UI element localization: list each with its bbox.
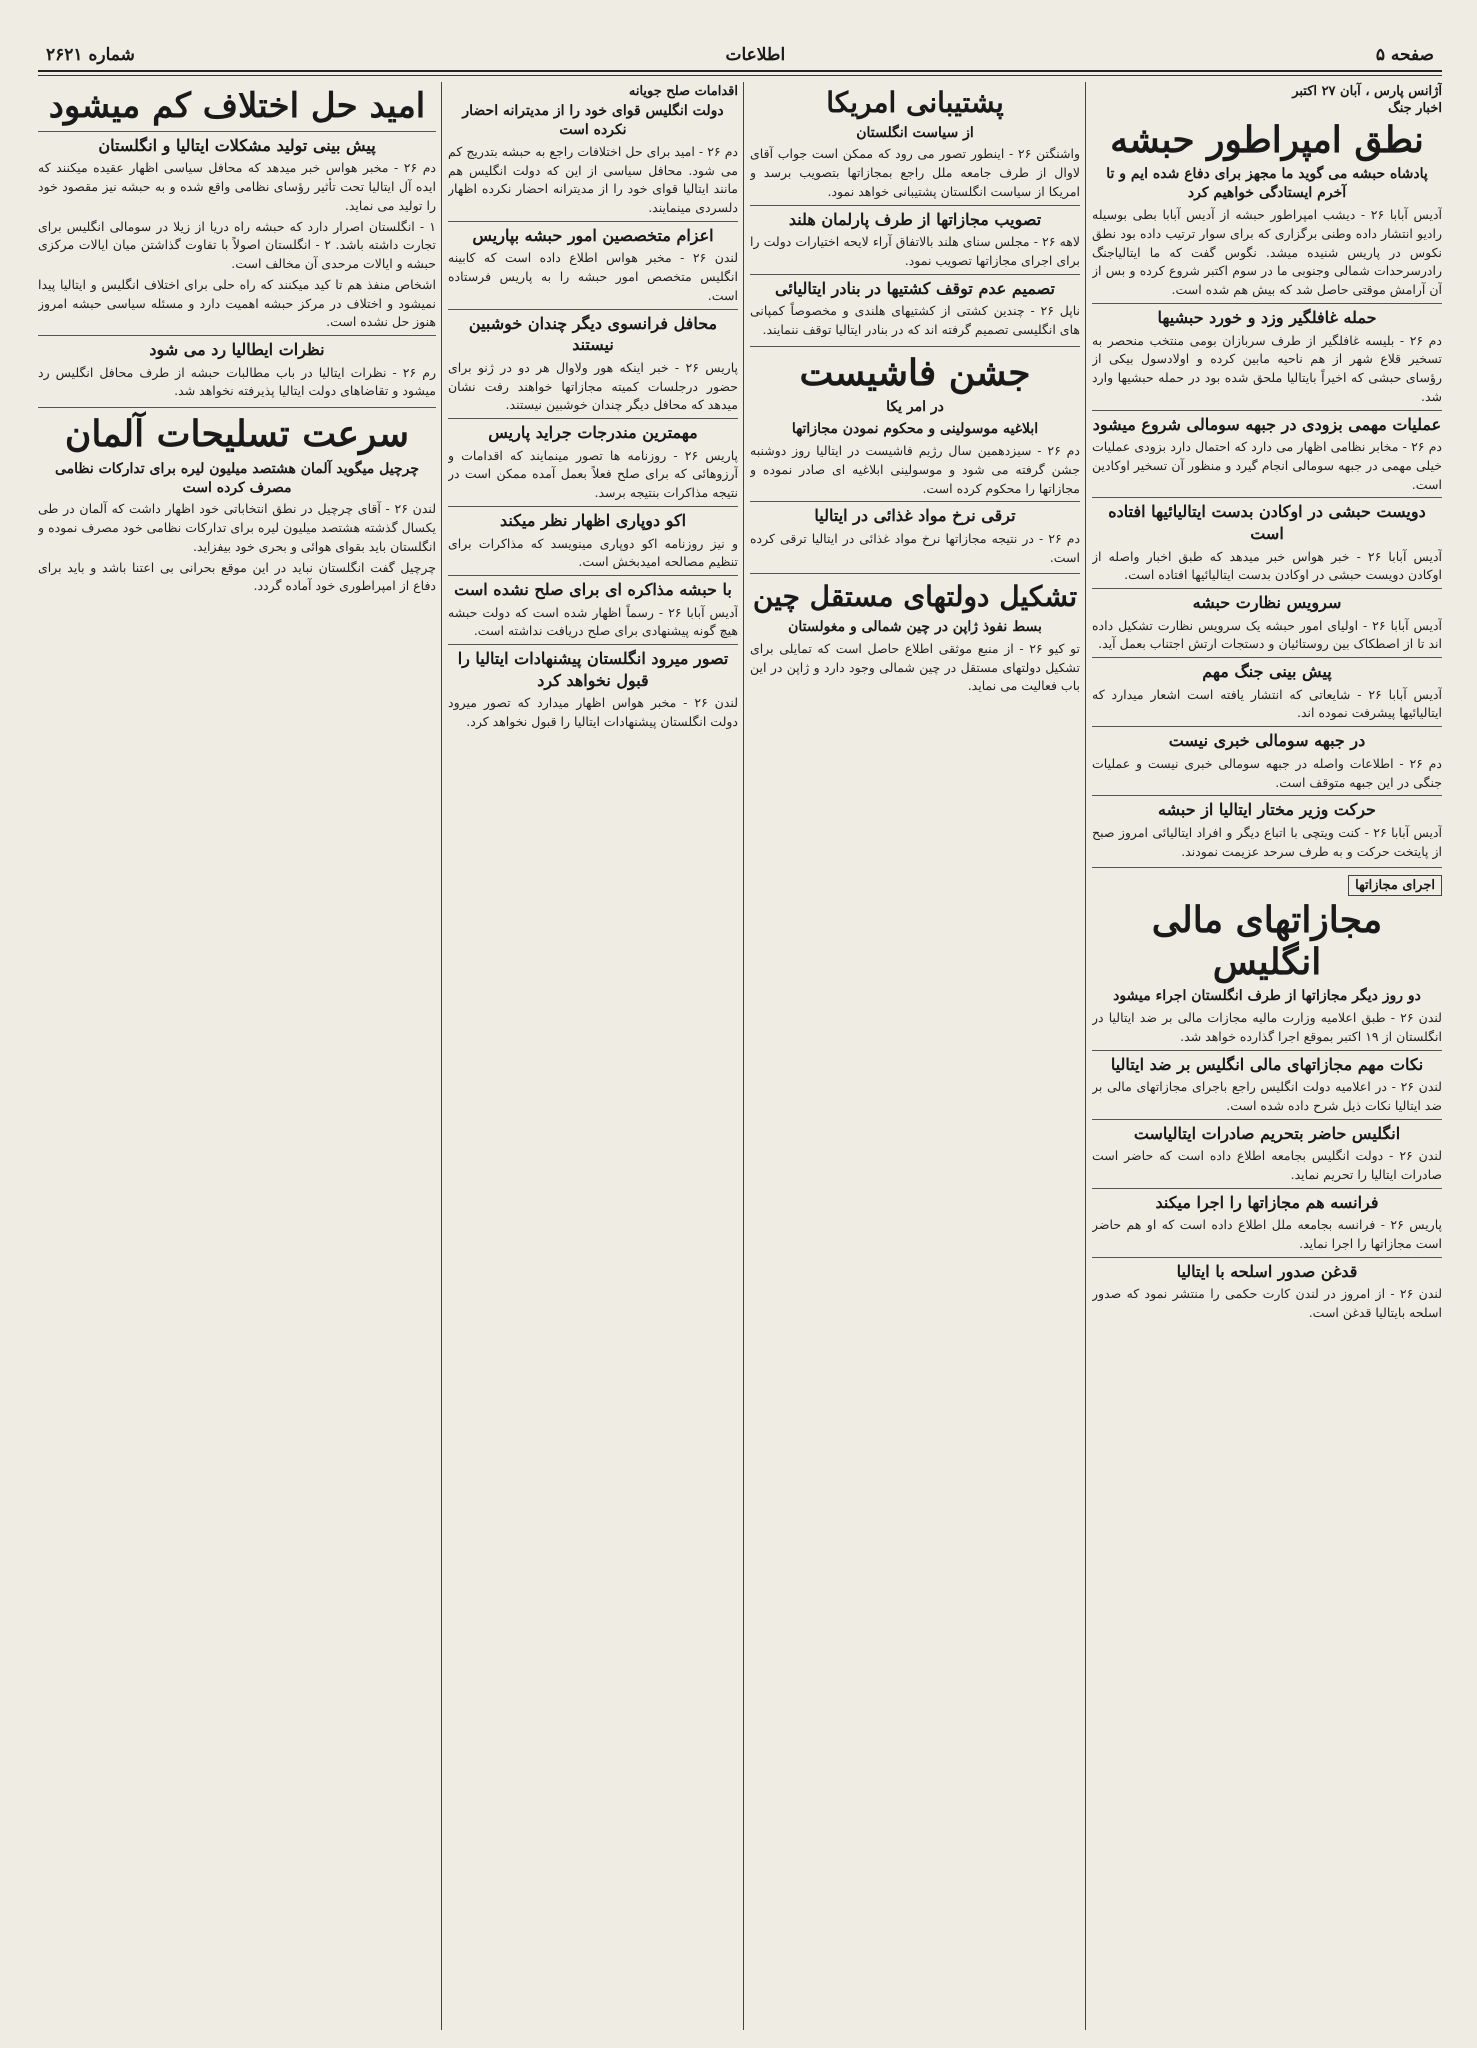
article-body: لاهه ۲۶ - مجلس سنای هلند بالاتفاق آراء لایحه اختیارات دولت را برای اجرای مجازاتها تصویب نمود. xyxy=(750,234,1080,269)
article-body: آدیس آبابا ۲۶ - رسماً اظهار شده است که دولت حبشه هیچ گونه پیشنهادی برای صلح دریافت نداشته است. xyxy=(448,604,738,639)
page-label: صفحه ۵ xyxy=(1375,45,1434,65)
divider xyxy=(1092,867,1442,868)
article-body: دم ۲۶ - امید برای حل اختلافات راجع به حبشه بتدریج کم می شود. محافل سیاسی از این که دولت انگلیس هم مانند ایتالیا قوای خود را از مدیترانه احضار نکرده اظهار دلسردی مینمایند. xyxy=(448,143,738,216)
article-headline: تصمیم عدم توقف کشتیها در بنادر ایتالیائی xyxy=(750,274,1080,300)
article-headline: نظرات ایطالیا رد می شود xyxy=(38,335,436,361)
column-rule xyxy=(743,82,744,2030)
article-body: دم ۲۶ - در نتیجه مجازاتها نرخ مواد غذائی در ایتالیا ترقی کرده است. xyxy=(750,530,1080,565)
dateline: آژانس پارس ، آبان ۲۷ اکتبر xyxy=(1292,84,1442,99)
paper-name: اطلاعات xyxy=(725,45,786,65)
article-body: دم ۲۶ - مخبر هواس خبر میدهد که محافل سیاسی اظهار عقیده میکنند که ایده آل ایتالیا تحت تأثیر رؤسای نظامی واقع شده و به حبشه نیز مقصود خود را تولید می نماید. xyxy=(38,160,436,213)
masthead-rule xyxy=(38,75,1442,76)
column-3 xyxy=(448,82,738,2030)
headline-china-states: تشکیل دولتهای مستقل چین xyxy=(752,580,1078,614)
article-body: آدیس آبابا ۲۶ - شایعاتی که انتشار یافته است اشعار میدارد که ایتالیائیها پیشرفت نموده اند. xyxy=(1092,686,1442,721)
headline-fascist-celebration: جشن فاشیست xyxy=(799,351,1031,394)
article-body: لندن ۲۶ - مخبر هواس اظهار میدارد که تصور میرود دولت انگلستان پیشنهادات ایتالیا را قبول نخواهد کرد. xyxy=(448,695,738,730)
subhead-america-support: از سیاست انگلستان xyxy=(856,124,974,141)
headline-america-support: پشتیبانی امریکا xyxy=(826,86,1004,119)
headline-emperor-speech: نطق امپراطور حبشه xyxy=(1110,119,1424,161)
article-headline: تصویب مجازاتها از طرف پارلمان هلند xyxy=(750,205,1080,231)
section-kicker-sanctions: اجرای مجازاتها xyxy=(1348,875,1442,896)
article-body: آدیس آبابا ۲۶ - اولیای امور حبشه یک سرویس نظارت تشکیل داده اند تا از اصطکاک بین روستائیان و دستجات ارتش اجتناب بعمل آید. xyxy=(1092,617,1442,652)
article-body: پاریس ۲۶ - روزنامه ها تصور مینمایند که اقدامات و آرزوهائی که برای صلح فعلاً بعمل آمده ممکن است در نتیجه مذاکرات بنتیجه برسد. xyxy=(448,447,738,501)
article-body: لندن ۲۶ - طبق اعلامیه وزارت مالیه مجازات مالی بر ضد ایتالیا در انگلستان از ۱۹ اکتبر بموقع اجرا گذارده خواهد شد. xyxy=(1092,1010,1442,1044)
article-body: دم ۲۶ - اطلاعات واصله در جبهه سومالی خبری نیست و عملیات جنگی در این جبهه متوقف است. xyxy=(1092,755,1442,790)
subhead-german-armament: چرچیل میگوید آلمان هشتصد میلیون لیره برای تدارکات نظامی مصرف کرده است xyxy=(54,460,420,496)
subhead-sanctions: دو روز دیگر مجازاتها از طرف انگلستان اجراء میشود xyxy=(1113,988,1421,1005)
column-2 xyxy=(750,82,1080,2030)
article-body: آدیس آبابا ۲۶ - کنت ویتچی با اتباع دیگر و افراد ایتالیائی امروز صبح از پایتخت حرکت و به طرف سرحد عزیمت نمودند. xyxy=(1092,824,1442,859)
article-body: دم ۲۶ - سیزدهمین سال رژیم فاشیست در ایتالیا روز دوشنبه جشن گرفته می شود و موسولینی ابلاغیه ای صادر نموده و مجازاتها را محکوم کرده است. xyxy=(750,443,1080,496)
article-headline: حمله غافلگیر وزد و خورد حبشیها xyxy=(1092,303,1442,329)
article-headline: پیش بینی جنگ مهم xyxy=(1092,657,1442,683)
article-body: ناپل ۲۶ - چندین کشتی از کشتیهای هلندی و مخصوصاً کمپانی های انگلیسی تصمیم گرفته اند که در بنادر ایتالیا توقف ننمایند. xyxy=(750,303,1080,338)
article-headline: در جبهه سومالی خبری نیست xyxy=(1092,726,1442,752)
subhead-china: بسط نفوذ ژاپن در چین شمالی و مغولستان xyxy=(788,619,1042,636)
article-headline: قدغن صدور اسلحه با ایتالیا xyxy=(1092,1257,1442,1283)
subhead-britain-fleet: دولت انگلیس قوای خود را از مدیترانه احضار نکرده است xyxy=(462,103,724,138)
article-headline: دویست حبشی در اوکادن بدست ایتالیائیها افتاده است xyxy=(1092,497,1442,544)
issue-number: شماره ۲۶۲۱ xyxy=(46,45,135,65)
article-headline: با حبشه مذاکره ای برای صلح نشده است xyxy=(448,575,738,601)
article-headline: انگلیس حاضر بتحریم صادرات ایتالیاست xyxy=(1092,1119,1442,1145)
divider xyxy=(750,573,1080,574)
newspaper-page xyxy=(38,40,1442,2030)
article-headline: محافل فرانسوی دیگر چندان خوشبین نیستند xyxy=(448,309,738,356)
divider xyxy=(38,407,436,408)
article-body: ۱ - انگلستان اصرار دارد که حبشه راه دریا از زیلا در سومالی انگلیس برای تجارت داشته باشد. ۲ - انگلستان اصولاً با تفاوت گذاشتن میان ایالات مرکزی حبشه و ایالات مرحدی آن مخالف است. xyxy=(38,218,436,272)
article-body: پاریس ۲۶ - خبر اینکه هور ولاوال هر دو در ژنو برای حضور درجلسات کمیته مجازاتها خواهند رفت نشان میدهد که محافل دیگر چندان خوشبین نیستند. xyxy=(448,359,738,413)
divider xyxy=(750,346,1080,347)
section-kicker: اخبار جنگ xyxy=(1388,101,1442,116)
article-body: لندن ۲۶ - در اعلامیه دولت انگلیس راجع باجرای مجازاتهای مالی بر ضد ایتالیا نکات ذیل شرح داده شده است. xyxy=(1092,1079,1442,1113)
article-headline: مهمترین مندرجات جراید پاریس xyxy=(448,418,738,444)
column-1 xyxy=(1092,82,1442,2030)
article-body: پاریس ۲۶ - فرانسه بجامعه ملل اطلاع داده است که او هم حاضر است مجازاتها را اجرا نماید. xyxy=(1092,1217,1442,1252)
article-headline: تصور میرود انگلستان پیشنهادات ایتالیا را قبول نخواهد کرد xyxy=(448,644,738,691)
article-body: لندن ۲۶ - مخبر هواس اطلاع داده است که کابینه انگلیس متخصص امور حبشه را به پاریس فرستاده است. xyxy=(448,250,738,303)
article-headline: فرانسه هم مجازاتها را اجرا میکند xyxy=(1092,1188,1442,1214)
article-body: لندن ۲۶ - دولت انگلیس بجامعه اطلاع داده است که حاضر است صادرات ایتالیا را تحریم نماید. xyxy=(1092,1148,1442,1183)
article-body: رم ۲۶ - نظرات ایتالیا در باب مطالبات حبشه از طرف محافل انگلیس رد میشود و تقاضاهای دولت ایتالیا پذیرفته نخواهد شد. xyxy=(38,364,436,399)
article-headline: عملیات مهمی بزودی در جبهه سومالی شروع میشود xyxy=(1092,410,1442,436)
subhead-fascism-2: ابلاغیه موسولینی و محکوم نمودن مجازاتها xyxy=(791,421,1039,438)
article-headline: نکات مهم مجازاتهای مالی انگلیس بر ضد ایتالیا xyxy=(1092,1050,1442,1076)
article-body: آدیس آبابا ۲۶ - دیشب امپراطور حبشه از آدیس آبابا بطی بوسیله رادیو انتشار داده وطنی برگزاری که برای سوار ترتیب داده بود نطق نکوس در پاریس شنیده میشد. نگوس گفت که ما ایتالیاجنگ رادرسرحدات شمالی وجنوبی ما در سوم اکتبر شروع کرده و بس از آن آرامش موقتی حاصل شد که بیش هم شده است. xyxy=(1092,207,1442,298)
article-body: تو کیو ۲۶ - از منبع موثقی اطلاع حاصل است که تمایلی برای تشکیل دولتهای مستقل در چین شمالی وجود دارد و ژاپن در این باب فعالیت می نماید. xyxy=(750,640,1080,694)
article-headline: اکو دوپاری اظهار نظر میکند xyxy=(448,506,738,532)
article-body: لندن ۲۶ - از امروز در لندن کارت حکمی را منتشر نمود که صدور اسلحه بایتالیا قدغن است. xyxy=(1092,1286,1442,1321)
headline-sanctions: مجازاتهای مالی انگلیس xyxy=(1151,899,1383,983)
article-headline: حرکت وزیر مختار ایتالیا از حبشه xyxy=(1092,795,1442,821)
subhead-emperor-speech: پادشاه حبشه می گوید ما مجهز برای دفاع شده ایم و تا آخرم ایستادگی خواهیم کرد xyxy=(1106,166,1428,202)
article-body: لندن ۲۶ - آقای چرچیل در نطق انتخاباتی خود اظهار داشت که آلمان در طی یکسال گذشته هشتصد میلیون لیره برای تدارکات نظامی خود مصرف نموده و انگلستان باید بقوای هوائی و بحری خود بیفزاید. xyxy=(38,501,436,554)
article-headline: اعزام متخصصین امور حبشه بپاریس xyxy=(448,221,738,247)
subhead-fascism: در امر یکا xyxy=(886,399,944,416)
article-body: اشخاص منفذ هم تا کید میکنند که راه حلی برای اختلاف انگلیس و ایتالیا پیدا نمیشود و اختلاف در مرکز حبشه اهمیت دارد و مسئله سیاسی حبشه امروز هنوز حل نشده است. xyxy=(38,276,436,330)
article-headline: سرویس نظارت حبشه xyxy=(1092,588,1442,614)
column-rule xyxy=(1085,82,1086,2030)
article-headline: ترقی نرخ مواد غذائی در ایتالیا xyxy=(750,501,1080,527)
headline-german-armament: سرعت تسلیحات آلمان xyxy=(64,413,410,456)
article-body: آدیس آبابا ۲۶ - خبر هواس خبر میدهد که طبق اخبار واصله از اوکادن دویست حبشی در اوکادن بدست ایتالیائیها افتاده است. xyxy=(1092,548,1442,583)
headline-hope-diminishes: امید حل اختلاف کم میشود xyxy=(48,86,426,126)
article-body: چرچیل گفت انگلستان نباید در این موقع بحرانی بی اعتنا باشد و باید برای دفاع از امپراطوری خود آماده گردد. xyxy=(38,559,436,594)
article-body: دم ۲۶ - بلیسه غافلگیر از طرف سربازان بومی منتخب منحصر به تسخیر قلاع شهر از هم ناحیه مابین کرده و اولادسول بیکی از رؤسای حبشی که اخیراً بایتالیا ملحق شده بود در حمله حبشیها وارد شد. xyxy=(1092,332,1442,404)
column-4 xyxy=(38,82,436,2030)
column-rule xyxy=(441,82,442,2030)
article-headline: پیش بینی تولید مشکلات ایتالیا و انگلستان xyxy=(38,131,436,157)
article-body: واشنگتن ۲۶ - اینطور تصور می رود که ممکن است جواب آقای لاوال از طرف جامعه ملل راجع بمجازاتها بتصویب برسد و امریکا از سیاست انگلستان پشتیبانی خواهد نمود. xyxy=(750,146,1080,199)
article-body: دم ۲۶ - مخابر نظامی اظهار می دارد که احتمال دارد بزودی عملیات خیلی مهمی در جبهه سومالی انجام گیرد و منظور آن تسخیر اوکادین است. xyxy=(1092,439,1442,492)
section-kicker: اقدامات صلح جویانه xyxy=(628,84,738,99)
article-body: و نیز روزنامه اکو دوپاری مینویسد که مذاکرات برای تنظیم مصالحه امیدبخش است. xyxy=(448,535,738,570)
masthead xyxy=(38,40,1442,72)
